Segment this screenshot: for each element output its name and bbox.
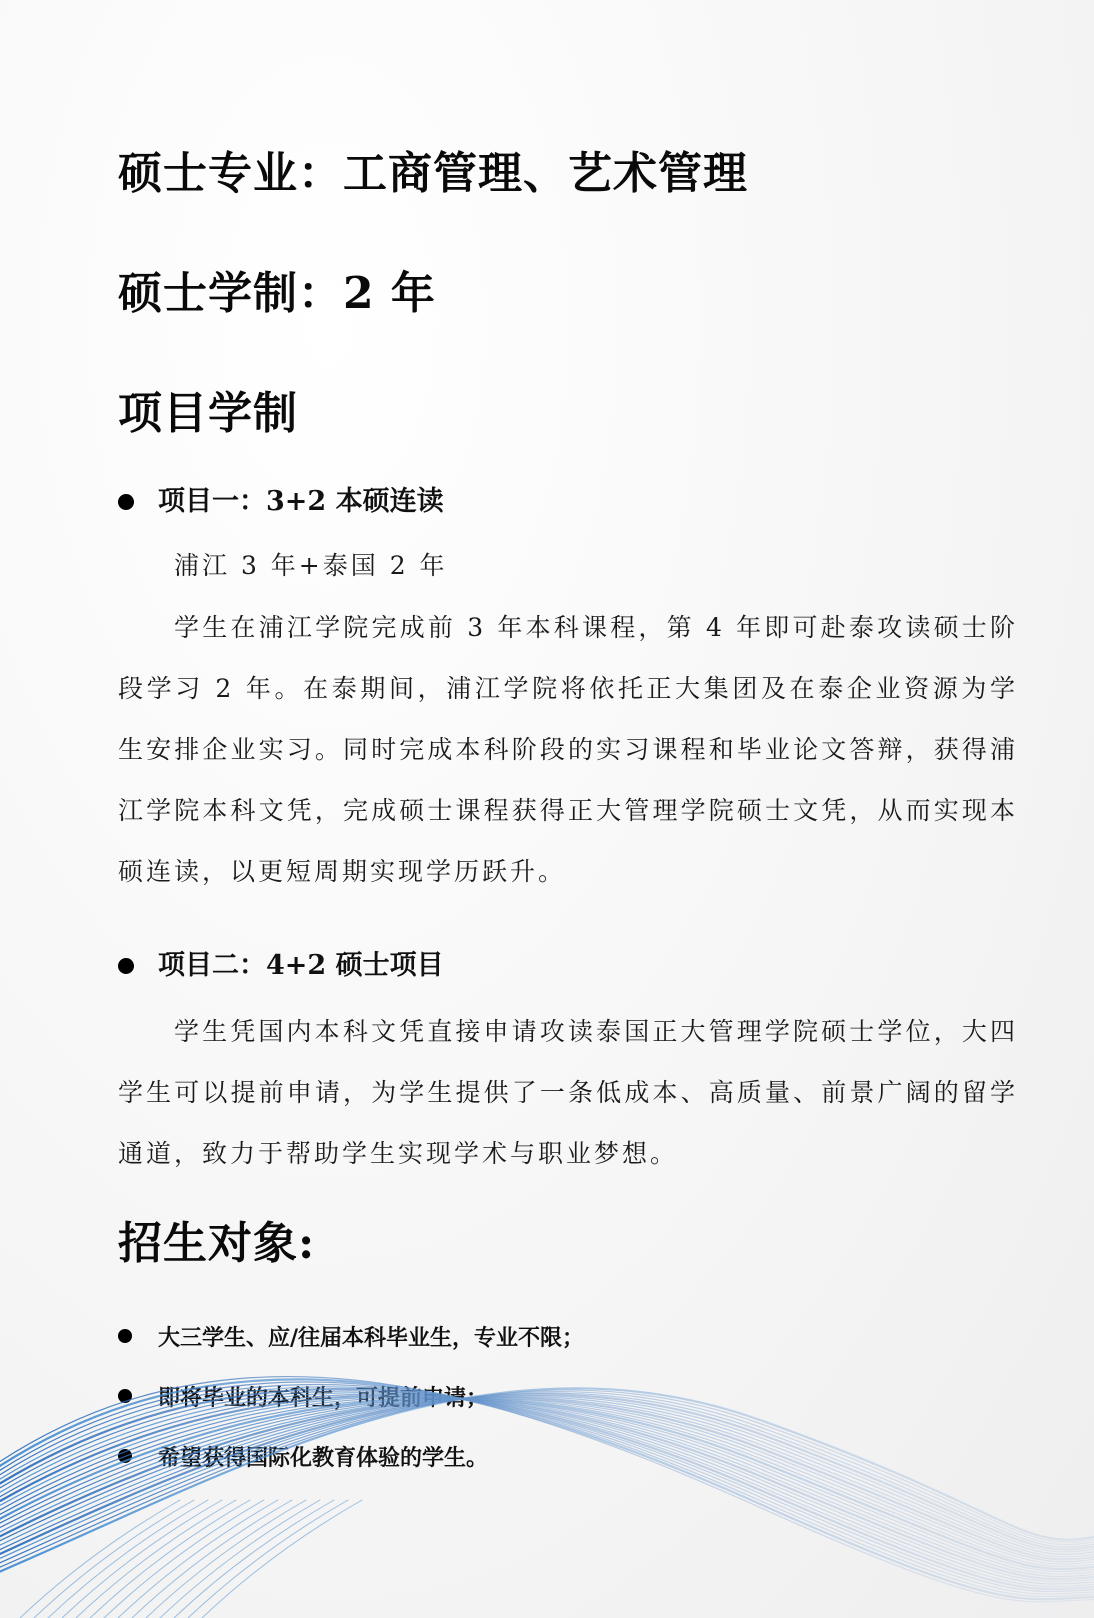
project-two-title-text: 项目二：4+2 硕士项目: [158, 950, 444, 981]
admission-item: [118, 1306, 584, 1366]
project-one-title: [118, 488, 444, 515]
duration-heading: 硕士学制：2 年: [118, 268, 436, 319]
wave-line: [48, 1500, 208, 1618]
bullet-icon: [118, 958, 134, 974]
wave-line: [146, 1500, 306, 1618]
wave-line: [76, 1500, 236, 1618]
wave-line: [118, 1500, 278, 1618]
wave-line: [20, 1500, 180, 1618]
wave-line: [132, 1500, 292, 1618]
admission-target-heading: 招生对象:: [118, 1218, 316, 1269]
wave-line: [202, 1500, 362, 1618]
wave-line: [174, 1500, 334, 1618]
admission-list: [118, 1306, 584, 1486]
major-heading: 硕士专业：工商管理、艺术管理: [118, 148, 748, 199]
admission-item-text: 大三学生、应/往届本科毕业生，专业不限；: [158, 1324, 585, 1351]
wave-line: [104, 1500, 264, 1618]
wave-line: [188, 1500, 348, 1618]
project-one-title-text: 项目一：3+2 本硕连读: [158, 486, 444, 517]
bullet-icon: [118, 1329, 132, 1343]
bullet-icon: [118, 1389, 132, 1403]
admission-item-text: 希望获得国际化教育体验的学生。: [158, 1444, 489, 1471]
project-one-description: 学生在浦江学院完成前 3 年本科课程，第 4 年即可赴泰攻读硕士阶段学习 2 年。在泰期间，浦江学院将依托正大集团及在泰企业资源为学生安排企业实习。同时完成本科阶段的实习课程和毕业论文答辩，获得浦江学院本科文凭，完成硕士课程获得正大管理学院硕士文凭，从而实现本硕连读，以更短周期实现学历跃升。: [118, 613, 1018, 886]
wave-line: [160, 1500, 320, 1618]
admission-item-text: 即将毕业的本科生，可提前申请；: [158, 1384, 489, 1411]
bullet-icon: [118, 494, 134, 510]
bullet-icon: [118, 1449, 132, 1463]
admission-item: [118, 1426, 584, 1486]
program-system-heading: 项目学制: [118, 388, 298, 439]
project-one-subtitle: 浦江 3 年+泰国 2 年: [174, 551, 448, 580]
project-two-description: 学生凭国内本科文凭直接申请攻读泰国正大管理学院硕士学位，大四学生可以提前申请，为学生提供了一条低成本、高质量、前景广阔的留学通道，致力于帮助学生实现学术与职业梦想。: [118, 1017, 1018, 1168]
wave-line: [34, 1500, 194, 1618]
wave-line: [90, 1500, 250, 1618]
project-two-title: [118, 952, 444, 979]
admission-item: [118, 1366, 584, 1426]
wave-line: [62, 1500, 222, 1618]
